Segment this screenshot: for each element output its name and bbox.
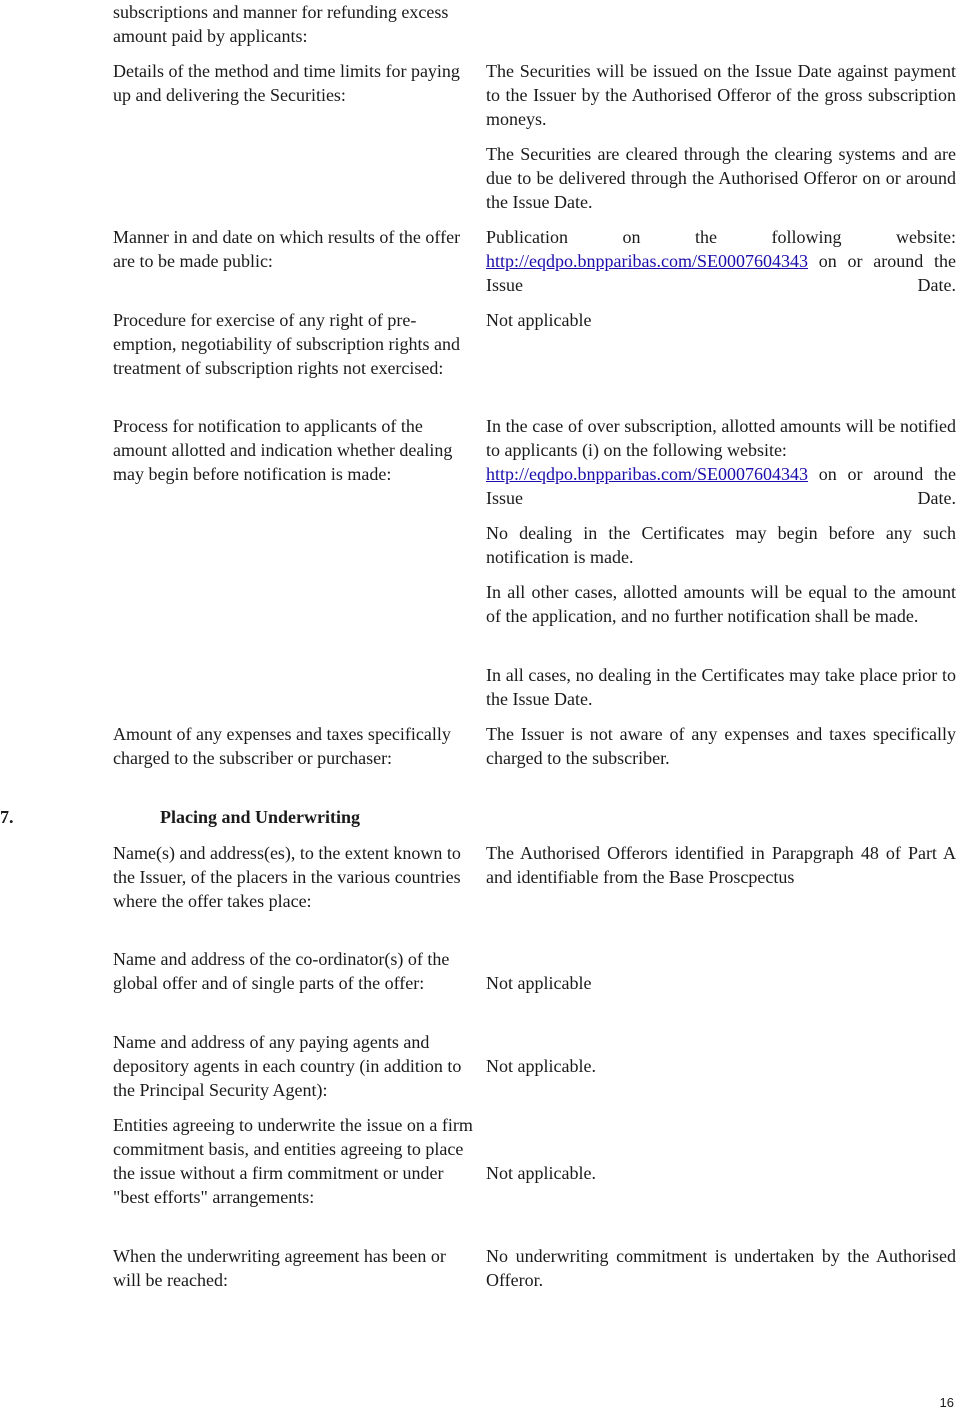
underwrite-label: Entities agreeing to underwrite the issue on a firm commitment basis, and entities agreeing to place the issue without a firm commitment or under "best efforts" arrangements: — [113, 1115, 473, 1207]
notification-value-suffix: on or around the Issue Date. — [486, 464, 957, 508]
coordinator-value: Not applicable — [486, 973, 592, 993]
paying-value-p2: The Securities are cleared through the clearing systems and are due to be delivered through the Authorised Offeror on or around the Issue Date. — [486, 144, 956, 212]
expenses-value: The Issuer is not aware of any expenses and taxes specifically charged to the subscriber. — [486, 724, 956, 768]
paying-value-p1: The Securities will be issued on the Issue Date against payment to the Issuer by the Authorised Offeror of the gross subscription moneys. — [486, 61, 956, 129]
agreement-label: When the underwriting agreement has been or will be reached: — [113, 1246, 446, 1290]
refund-label-cont: subscriptions and manner for refunding excess amount paid by applicants: — [113, 2, 449, 46]
section-title: Placing and Underwriting — [160, 807, 361, 827]
placers-value: The Authorised Offerors identified in Parapgraph 48 of Part A and identifiable from the Base Proscpectus — [486, 843, 956, 887]
coordinator-label: Name and address of the co-ordinator(s) of the global offer and of single parts of the offer: — [113, 949, 450, 993]
results-value-suffix: on or around the Issue Date. — [486, 251, 957, 295]
notification-value — [486, 414, 956, 510]
underwrite-value: Not applicable. — [486, 1163, 596, 1183]
preemption-label: Procedure for exercise of any right of pre-emption, negotiability of subscription rights and treatment of subscription rights not exercised: — [113, 310, 460, 378]
results-website-link[interactable]: http://eqdpo.bnpparibas.com/SE0007604343 — [486, 251, 808, 271]
placers-label: Name(s) and address(es), to the extent known to the Issuer, of the placers in the various countries where the offer takes place: — [113, 843, 461, 911]
notification-value-prefix: In the case of over subscription, allotted amounts will be notified to applicants (i) on the following website: — [486, 416, 956, 460]
paying-agents-value: Not applicable. — [486, 1056, 596, 1076]
paying-agents-label: Name and address of any paying agents and depository agents in each country (in addition to the Principal Security Agent): — [113, 1032, 462, 1100]
page-number: 16 — [939, 1395, 954, 1410]
expenses-label: Amount of any expenses and taxes specifically charged to the subscriber or purchaser: — [113, 724, 451, 768]
results-value-prefix: Publication on the following website: — [486, 227, 956, 247]
notification-website-link[interactable]: http://eqdpo.bnpparibas.com/SE0007604343 — [486, 464, 808, 484]
preemption-value: Not applicable — [486, 310, 592, 330]
notification-value-p2: No dealing in the Certificates may begin before any such notification is made. — [486, 523, 956, 567]
results-value — [486, 225, 956, 297]
results-label: Manner in and date on which results of the offer are to be made public: — [113, 227, 461, 271]
notification-label: Process for notification to applicants of the amount allotted and indication whether dealing may begin before notification is made: — [113, 416, 453, 484]
section-number: 7. — [0, 807, 14, 827]
notification-value-p4: In all cases, no dealing in the Certificates may take place prior to the Issue Date. — [486, 665, 956, 709]
notification-value-p3: In all other cases, allotted amounts will be equal to the amount of the application, and no further notification shall be made. — [486, 582, 956, 626]
agreement-value: No underwriting commitment is undertaken by the Authorised Offeror. — [486, 1246, 956, 1290]
paying-label: Details of the method and time limits for paying up and delivering the Securities: — [113, 61, 460, 105]
